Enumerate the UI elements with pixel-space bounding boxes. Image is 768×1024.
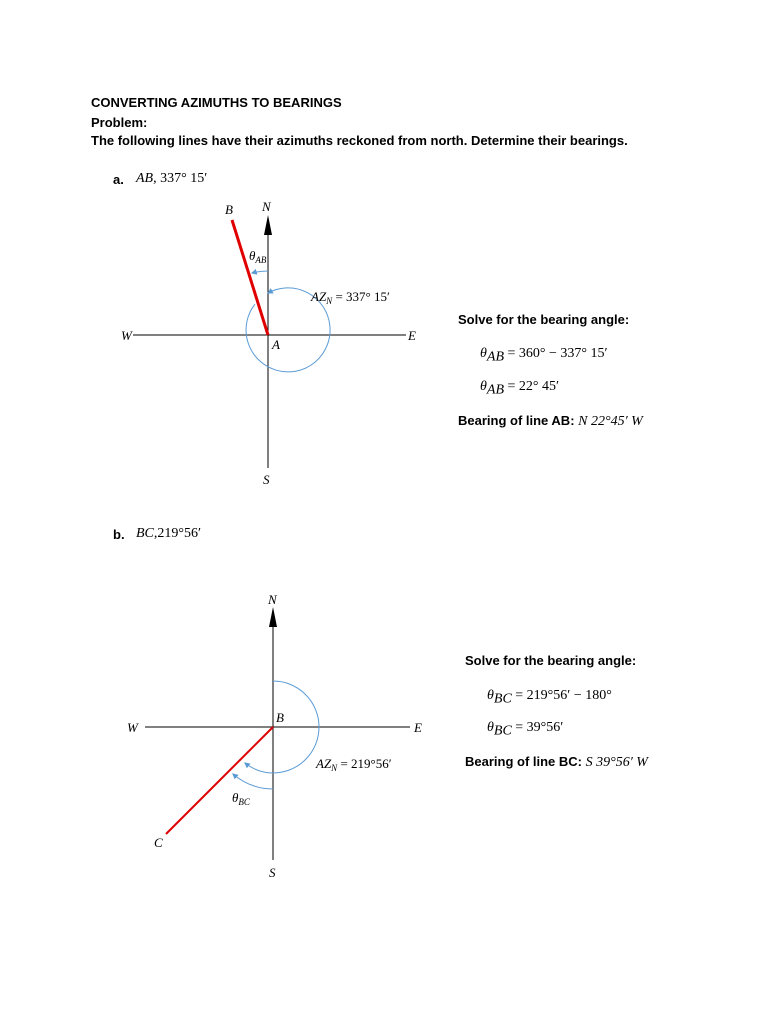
a-bearing-result: Bearing of line AB: N 22°45′ W: [458, 413, 643, 429]
a-label-w: W: [121, 328, 132, 343]
b-label-s: S: [269, 865, 276, 880]
b-label-n: N: [268, 592, 277, 607]
part-b-line: BC: [136, 526, 154, 541]
b-line-bc: [166, 727, 273, 834]
a-equation-1: $\theta_{AB} = 360^\circ - 337^\circ$ 15′: [480, 346, 608, 365]
part-a-given: AB, 337° 15′: [136, 171, 208, 186]
part-b-label: b.: [113, 527, 125, 542]
part-b-given: BC,219°56′: [136, 526, 202, 541]
a-az-label: $AZ_N = 337^\circ$ 15′: [311, 289, 390, 306]
a-solve-label: Solve for the bearing angle:: [458, 312, 630, 327]
a-label-a: A: [272, 337, 280, 352]
part-b-azimuth: 219°56′: [157, 526, 202, 541]
b-equation-1: $\theta_{BC} = 219^\circ 56' - 180^\circ$: [487, 688, 612, 707]
b-label-w: W: [127, 720, 138, 735]
b-label-b: B: [276, 710, 284, 725]
a-label-b: B: [225, 202, 233, 217]
a-label-e: E: [408, 328, 416, 343]
b-north-arrow: [269, 607, 277, 627]
problem-text: The following lines have their azimuths reckoned from north. Determine their bearings.: [91, 133, 628, 148]
b-theta-arc: [233, 774, 273, 789]
b-label-e: E: [414, 720, 422, 735]
b-solve-label: Solve for the bearing angle:: [465, 653, 637, 668]
part-a-line: AB: [136, 171, 154, 186]
b-theta-label: $\theta_{BC}$: [232, 790, 250, 807]
part-a-azimuth: 337° 15′: [160, 171, 208, 186]
b-bearing-result: Bearing of line BC: S 39°56′ W: [465, 754, 648, 770]
a-equation-2: $\theta_{AB} = 22^\circ$ 45′: [480, 379, 560, 398]
a-label-s: S: [263, 472, 270, 487]
page-title: CONVERTING AZIMUTHS TO BEARINGS: [91, 95, 342, 110]
b-equation-2: $\theta_{BC} = 39^\circ 56'$: [487, 720, 564, 739]
a-theta-label: $\theta_{AB}$: [249, 248, 267, 265]
b-az-label: $AZ_N = 219^\circ 56'$: [316, 756, 392, 773]
part-a-label: a.: [113, 172, 124, 187]
b-label-c: C: [154, 835, 163, 850]
problem-label: Problem:: [91, 115, 148, 130]
a-label-n: N: [262, 199, 271, 214]
